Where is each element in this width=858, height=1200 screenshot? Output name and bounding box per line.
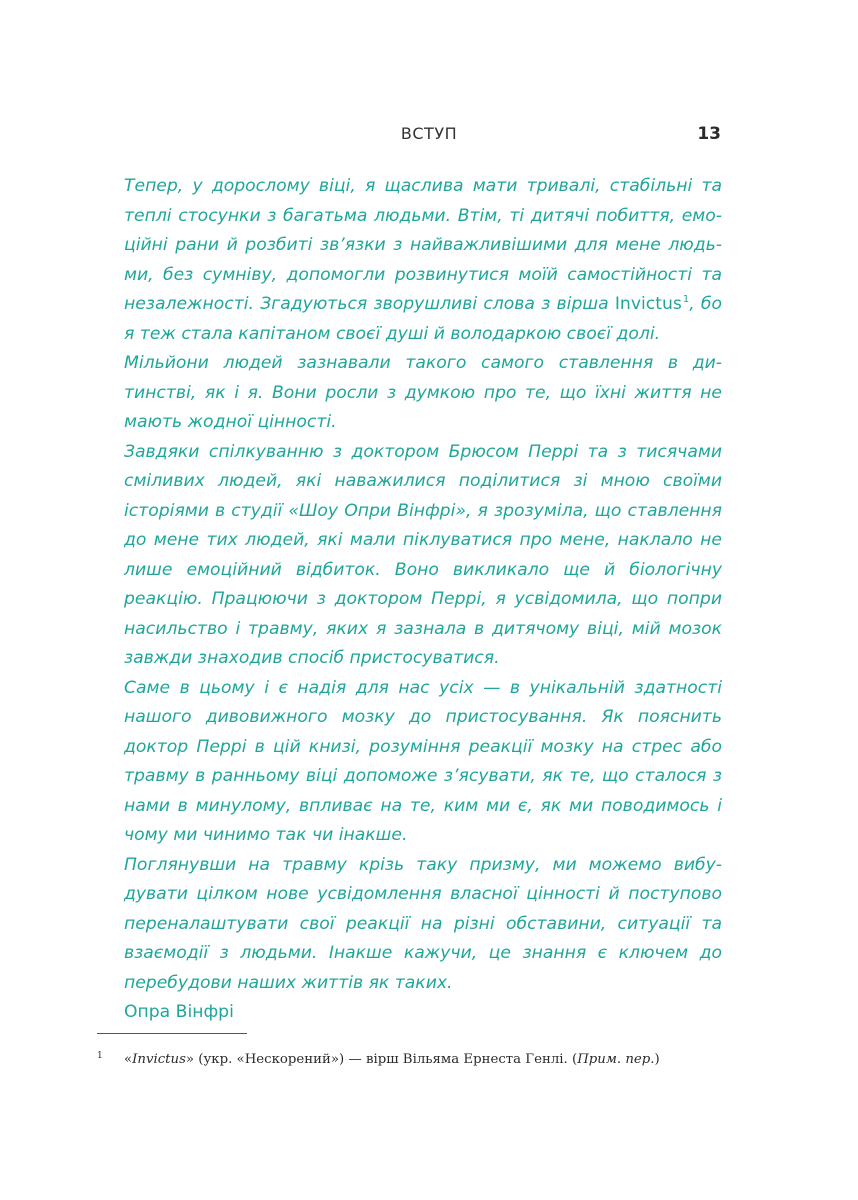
paragraph-1 <box>124 172 722 349</box>
footnote-mark: 1 <box>97 1051 103 1061</box>
footnote-reference[interactable]: 1 <box>682 294 690 305</box>
translator-note: Прим. пер. <box>577 1052 655 1067</box>
paragraph-2: Мільйони людей зазнавали такого самого ставлення в дитинстві, як і я. Вони росли з думкою про те, що їхні життя не мають жодної цінності. <box>124 353 722 432</box>
poem-title: Invictus <box>614 294 682 314</box>
main-text <box>124 172 722 1028</box>
footnote-divider <box>97 1033 247 1034</box>
footnote-text: » (укр. «Нескорений») — вірш Вільяма Ернеста Генлі. ( <box>185 1052 578 1067</box>
paragraph-5: Поглянувши на травму крізь таку призму, ми можемо вибудувати цілком нове усвідомлення власної цінності й поступово переналаштувати свої реакції на різні обставини, ситуації та взаємодії з людьми. Інакше кажучи, це знання є ключем до перебудови наших життів як таких. <box>124 854 722 993</box>
chapter-title: ВСТУП <box>400 124 458 143</box>
paragraph-1-text: Тепер, у дорослому віці, я щаслива мати тривалі, стабільні та теплі стосунки з багатьма людьми. Втім, ті дитячі побиття, емоційні рани й розбиті зв’язки з найважливішими для мене людьми, без сумніву, допомогли розвинутися моїй самостійності та незалежності. Згадуються зворушливі слова з вірша <box>124 176 722 314</box>
paragraph-1-end: , бо я теж стала капітаном своєї душі й володаркою своєї долі. <box>124 294 722 344</box>
paragraph-4: Саме в цьому і є надія для нас усіх — в унікальній здатності нашого дивовижного мозку до пристосування. Як пояснить доктор Перрі в цій книзі, розуміння реакції мозку на стрес або травму в ранньому віці допоможе з’ясувати, як те, що сталося з нами в минулому, впливає на те, ким ми є, як ми поводимось і чому ми чинимо так чи інакше. <box>124 677 722 845</box>
footnote-close: ) <box>654 1052 660 1067</box>
page-number: 13 <box>697 124 721 144</box>
footnote-poem-title: Invictus <box>132 1052 186 1067</box>
author-signature: Опра Вінфрі <box>124 1002 234 1022</box>
paragraph-3: Завдяки спілкуванню з доктором Брюсом Перрі та з тисячами сміливих людей, які наважилися поділитися зі мною своїми історіями в студії «Шоу Опри Вінфрі», я зрозуміла, що ставлення до мене тих людей, які мали піклуватися про мене, наклало не лише емоційний відбиток. Воно викликало ще й біологічну реакцію. Працюючи з доктором Перрі, я усвідомила, що попри насильство і травму, яких я зазнала в дитячому віці, мій мозок завжди знаходив спосіб пристосуватися. <box>124 441 722 668</box>
footnote-open-quote: « <box>124 1052 133 1067</box>
running-head <box>0 124 858 146</box>
footnote <box>97 1046 737 1070</box>
